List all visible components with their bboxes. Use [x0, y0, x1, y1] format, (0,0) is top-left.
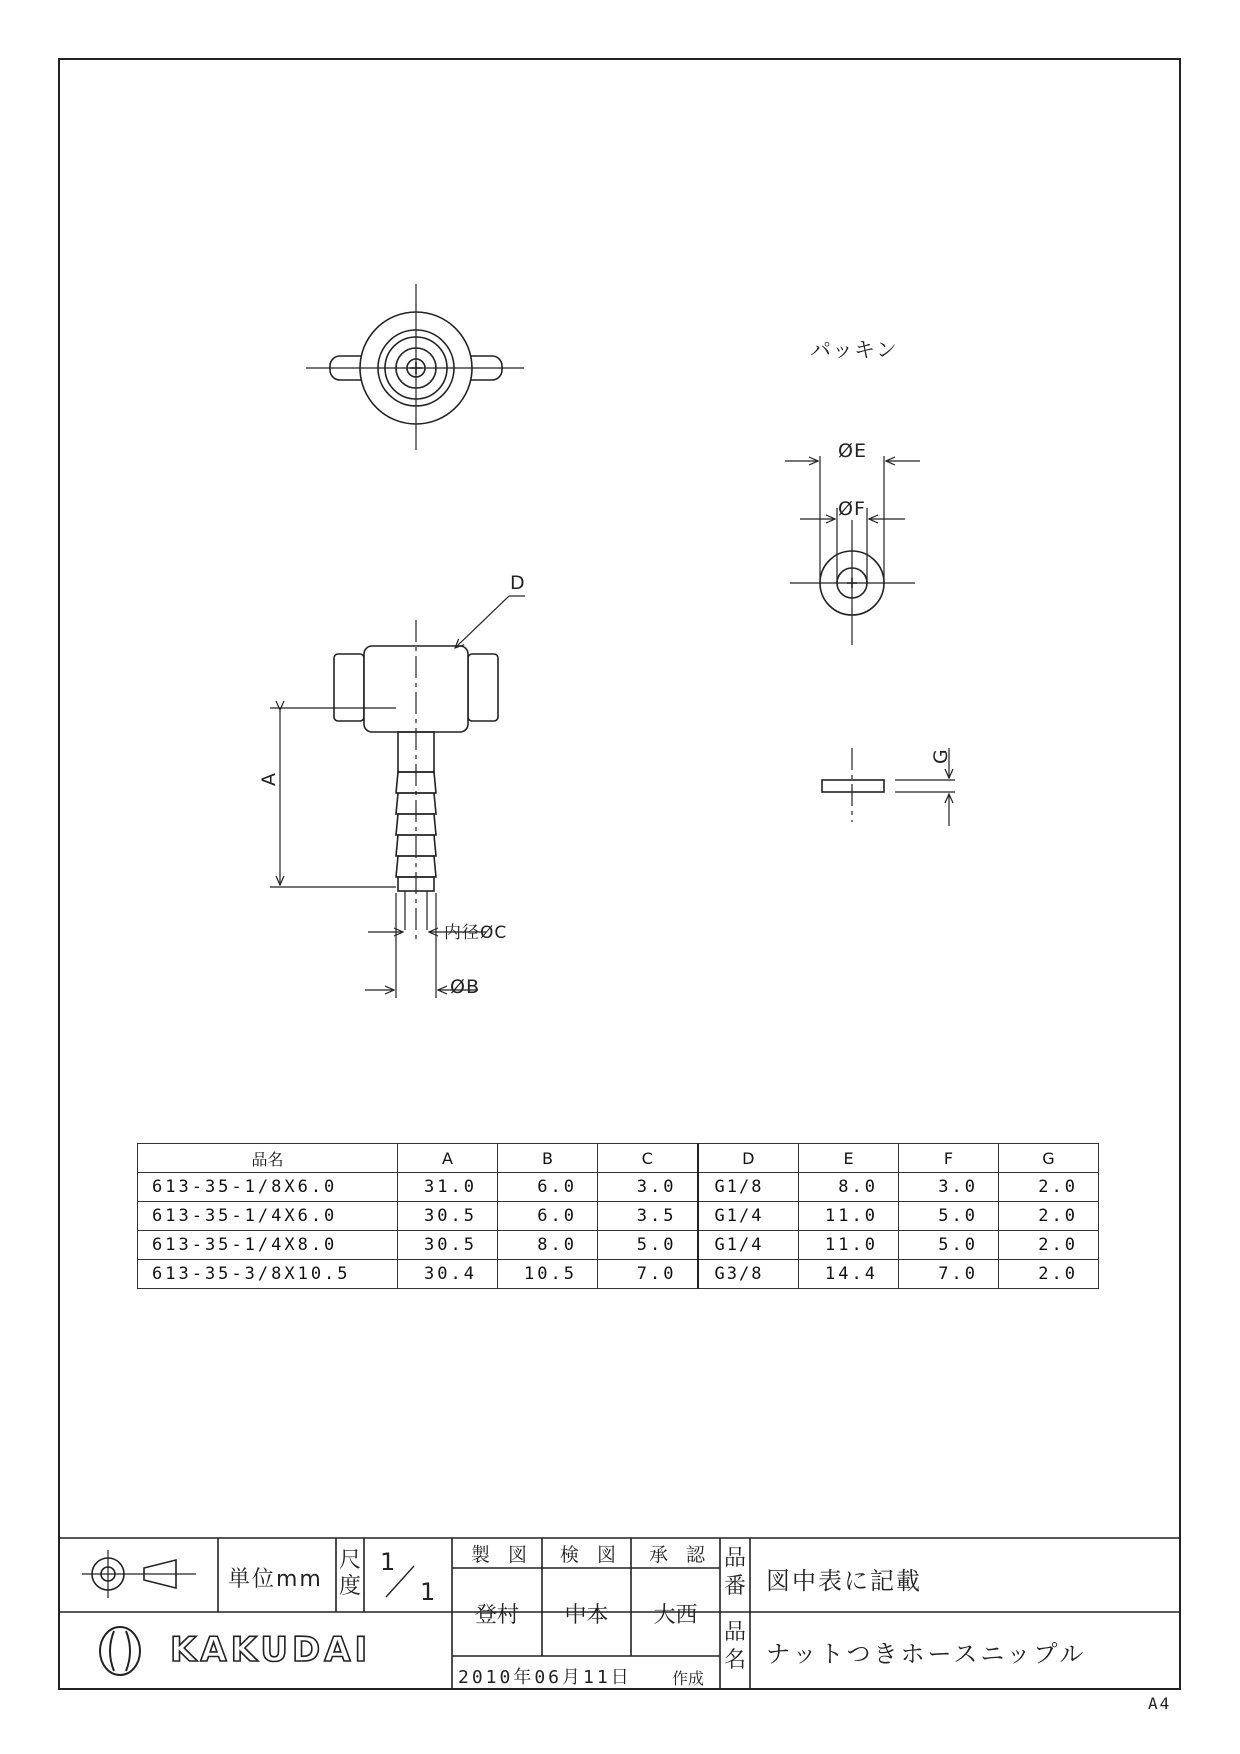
table-cell: 6.0: [498, 1173, 598, 1202]
table-row: [138, 1173, 1099, 1202]
scale-denominator: 1: [420, 1578, 436, 1606]
unit-label: 単位mm: [228, 1567, 323, 1592]
table-row: [138, 1260, 1099, 1289]
scale-numerator: 1: [380, 1548, 396, 1576]
creation-label: 作成: [672, 1669, 705, 1688]
drawn-header: 製 図: [470, 1544, 534, 1566]
projection-symbol-icon: [82, 1550, 196, 1598]
col-header: D: [698, 1144, 799, 1173]
checked-header: 検 図: [559, 1544, 623, 1566]
col-header: E: [799, 1144, 899, 1173]
kakudai-logo-icon: [100, 1627, 140, 1675]
scale-label-2: 度: [338, 1574, 361, 1599]
table-cell: 3.0: [899, 1173, 999, 1202]
table-cell: 31.0: [398, 1173, 498, 1202]
table-cell: 613-35-1/4X6.0: [138, 1202, 398, 1231]
dim-e-label: ØE: [838, 440, 867, 462]
part-name: ナットつきホースニップル: [766, 1640, 1087, 1668]
table-cell: 6.0: [498, 1202, 598, 1231]
dim-b-label: ØB: [450, 976, 480, 998]
creation-date: 2010年06月11日: [458, 1667, 632, 1688]
table-cell: G1/4: [698, 1202, 799, 1231]
table-cell: 11.0: [799, 1202, 899, 1231]
table-cell: 8.0: [799, 1173, 899, 1202]
table-cell: 613-35-1/4X8.0: [138, 1231, 398, 1260]
table-cell: 14.4: [799, 1260, 899, 1289]
table-cell: 30.4: [398, 1260, 498, 1289]
scale-label-1: 尺: [338, 1548, 361, 1573]
dim-c-label: 内径ØC: [444, 923, 508, 943]
top-view: [306, 284, 524, 450]
part-no-label-2: 番: [723, 1574, 746, 1599]
table-cell: 2.0: [999, 1231, 1099, 1260]
col-header: 品名: [138, 1144, 398, 1173]
dim-g-label: G: [930, 748, 952, 764]
table-row: [138, 1231, 1099, 1260]
brand-name: KAKUDAI: [170, 1630, 372, 1670]
col-header: C: [598, 1144, 698, 1173]
part-name-label-1: 品: [723, 1620, 746, 1645]
table-cell: 5.0: [598, 1231, 698, 1260]
part-name-label-2: 名: [723, 1648, 746, 1673]
table-cell: 30.5: [398, 1202, 498, 1231]
table-cell: 613-35-1/8X6.0: [138, 1173, 398, 1202]
table-cell: 3.0: [598, 1173, 698, 1202]
table-cell: 2.0: [999, 1260, 1099, 1289]
dim-a-label: A: [258, 772, 280, 786]
table-header-row: [138, 1144, 1099, 1173]
table-row: [138, 1202, 1099, 1231]
table-cell: 11.0: [799, 1231, 899, 1260]
table-cell: 30.5: [398, 1231, 498, 1260]
table-cell: 613-35-3/8X10.5: [138, 1260, 398, 1289]
approved-header: 承 認: [648, 1544, 712, 1566]
col-header: B: [498, 1144, 598, 1173]
table-cell: 10.5: [498, 1260, 598, 1289]
checked-by: 中本: [564, 1603, 609, 1628]
approved-by: 大西: [653, 1603, 698, 1628]
col-header: G: [999, 1144, 1099, 1173]
table-cell: 8.0: [498, 1231, 598, 1260]
table-cell: 2.0: [999, 1202, 1099, 1231]
dim-d-label: D: [510, 572, 526, 594]
table-cell: G3/8: [698, 1260, 799, 1289]
table-cell: 7.0: [598, 1260, 698, 1289]
packing-top-view: [785, 456, 920, 645]
table-cell: 5.0: [899, 1231, 999, 1260]
part-no-label-1: 品: [723, 1546, 746, 1571]
packing-label: パッキン: [810, 338, 898, 362]
col-header: F: [899, 1144, 999, 1173]
dim-f-label: ØF: [838, 498, 866, 520]
col-header: A: [398, 1144, 498, 1173]
drawn-by: 登村: [474, 1603, 519, 1628]
table-cell: G1/4: [698, 1231, 799, 1260]
part-number: 図中表に記載: [766, 1567, 922, 1595]
paper-size-label: A4: [1148, 1694, 1172, 1713]
table-cell: 2.0: [999, 1173, 1099, 1202]
table-cell: G1/8: [698, 1173, 799, 1202]
table-cell: 3.5: [598, 1202, 698, 1231]
table-cell: 5.0: [899, 1202, 999, 1231]
table-cell: 7.0: [899, 1260, 999, 1289]
spec-table: [137, 1143, 1099, 1289]
